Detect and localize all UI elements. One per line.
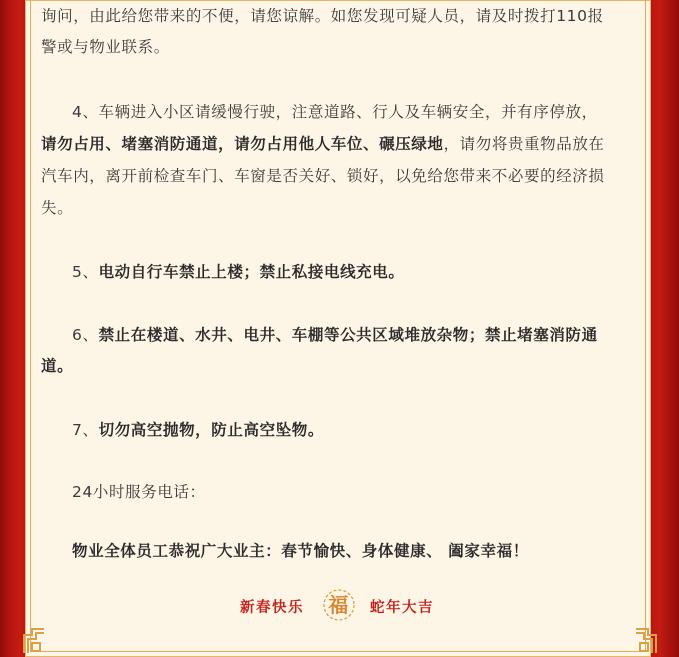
corner-ornament-icon (628, 625, 660, 657)
red-frame-right (647, 0, 679, 657)
paragraph-4-line2 (41, 128, 641, 161)
paragraph-5-number: 5、 (72, 263, 99, 281)
paragraph-6-number: 6、 (72, 326, 99, 344)
paragraph-4-line3: 汽车内，离开前检查车门、车窗是否关好、锁好，以免给您带来不必要的经济损 (41, 167, 605, 185)
fu-seal-char: 福 (328, 593, 350, 617)
paragraph-4-bold-warning: 请勿占用、堵塞消防通道，请勿占用他人车位、碾压绿地 (41, 135, 444, 153)
greeting-text: 物业全体员工恭祝广大业主：春节愉快、身体健康、 阖家幸福！ (72, 542, 529, 560)
paragraph-5 (41, 256, 641, 289)
footer-left-text: 新春快乐 (240, 600, 304, 616)
paragraph-4-line4: 失。 (41, 199, 74, 217)
paragraph-3-tail-line1: 询问，由此给您带来的不便，请您谅解。如您发现可疑人员，请及时拨打110报 (41, 7, 604, 25)
paragraph-6-line1 (41, 319, 641, 352)
hotline-label: 24小时服务电话： (72, 483, 206, 501)
paragraph-7 (41, 414, 641, 447)
paragraph-4-line1: 4、车辆进入小区请缓慢行驶，注意道路、行人及车辆安全，并有序停放， (72, 103, 598, 121)
paragraph-6-line2: 道。 (41, 357, 74, 375)
paragraph-7-text: 切勿高空抛物，防止高空坠物。 (98, 421, 324, 439)
footer-right-text: 蛇年大吉 (370, 600, 434, 616)
paragraph-3-tail-line2: 警或与物业联系。 (41, 38, 170, 56)
paragraph-4-line2-rest: ，请勿将贵重物品放在 (443, 135, 605, 153)
corner-ornament-icon (20, 625, 52, 657)
paragraph-6-text: 禁止在楼道、水井、电井、车棚等公共区域堆放杂物；禁止堵塞消防通 (98, 326, 598, 344)
fu-seal-icon (322, 588, 356, 622)
paragraph-7-number: 7、 (72, 421, 99, 439)
paragraph-5-text: 电动自行车禁止上楼；禁止私接电线充电。 (98, 263, 405, 281)
